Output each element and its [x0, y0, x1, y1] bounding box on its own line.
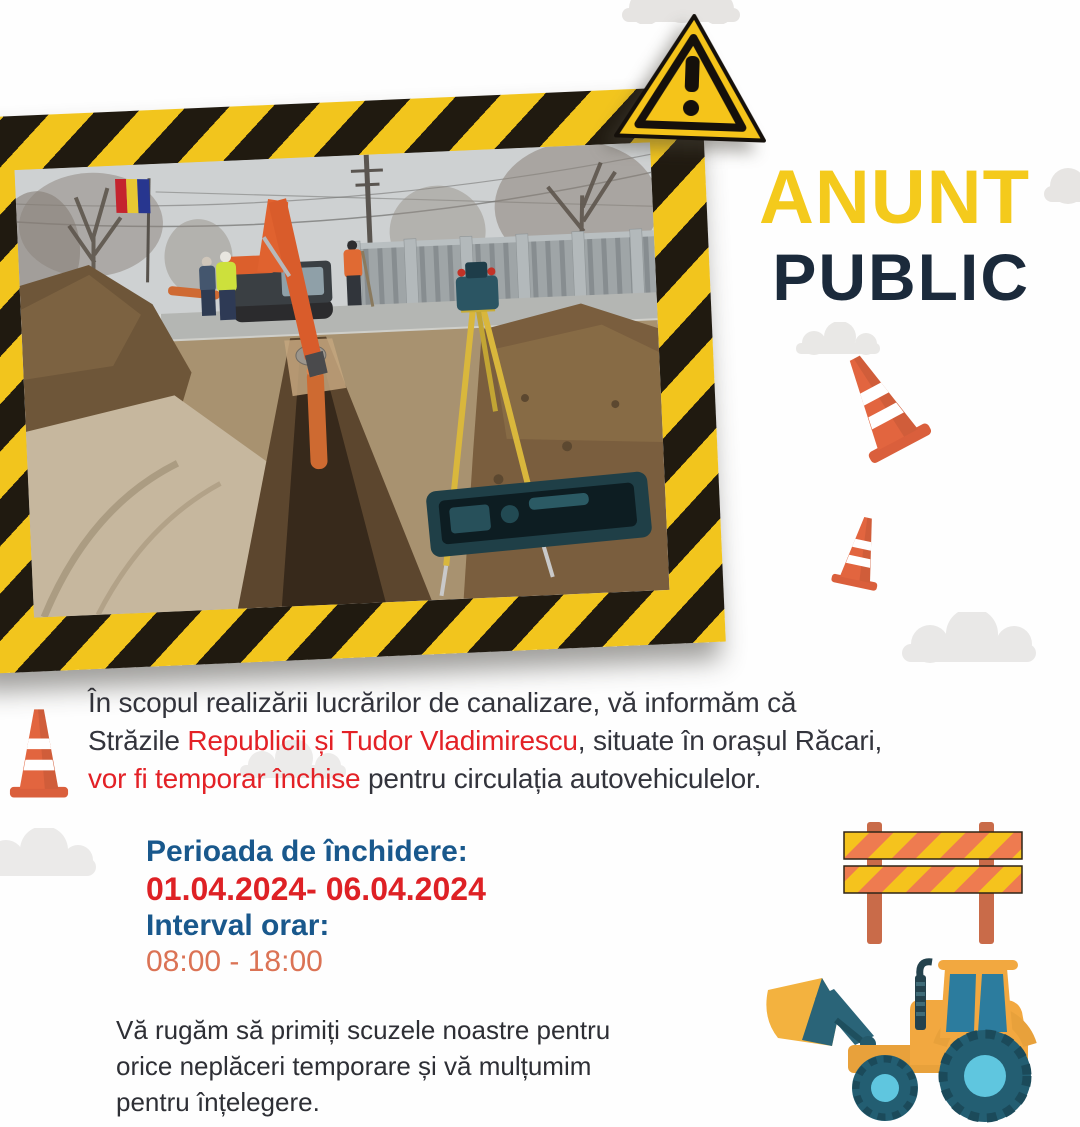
intro-line-1: În scopul realizării lucrărilor de canalizare, vă informăm că	[88, 687, 797, 718]
closing-line-1: Vă rugăm să primiți scuzele noastre pentru	[116, 1015, 611, 1045]
interval-label: Interval orar:	[146, 909, 330, 942]
hazard-tape-frame	[0, 86, 726, 674]
intro-line-3-after: pentru circulația autovehiculelor.	[360, 763, 762, 794]
intro-paragraph	[88, 684, 882, 798]
intro-line-3	[88, 760, 882, 798]
traffic-cone-icon	[821, 337, 935, 466]
interval-value: 08:00 - 18:00	[146, 945, 323, 978]
road-barrier-icon	[838, 816, 1028, 950]
period-label: Perioada de închidere:	[146, 835, 468, 868]
intro-line-2	[88, 722, 882, 760]
cloud-icon	[1030, 158, 1080, 204]
construction-scene	[15, 142, 670, 617]
intro-line-2-after: , situate în orașul Răcari,	[577, 725, 883, 756]
closing-paragraph	[116, 1012, 610, 1120]
poster-title	[759, 155, 1030, 314]
title-anunt: ANUNT	[759, 155, 1030, 240]
intro-street-names: Republicii și Tudor Vladimirescu	[187, 725, 578, 756]
construction-photo	[15, 142, 670, 617]
intro-line-2-before: Străzile	[88, 725, 188, 756]
intro-closure-note: vor fi temporar închise	[88, 763, 361, 794]
traffic-cone-icon	[829, 510, 893, 593]
closing-line-2: orice neplăceri temporare și vă mulțumim	[116, 1051, 592, 1081]
traffic-cone-icon	[8, 704, 70, 800]
cloud-icon	[886, 612, 1052, 664]
front-loader-icon	[760, 950, 1065, 1125]
title-public: PUBLIC	[772, 240, 1030, 314]
warning-triangle-icon	[606, 7, 779, 153]
cloud-icon	[0, 828, 106, 880]
period-value: 01.04.2024- 06.04.2024	[146, 871, 486, 907]
closure-schedule	[146, 834, 486, 980]
closing-line-3: pentru înțelegere.	[116, 1087, 320, 1117]
